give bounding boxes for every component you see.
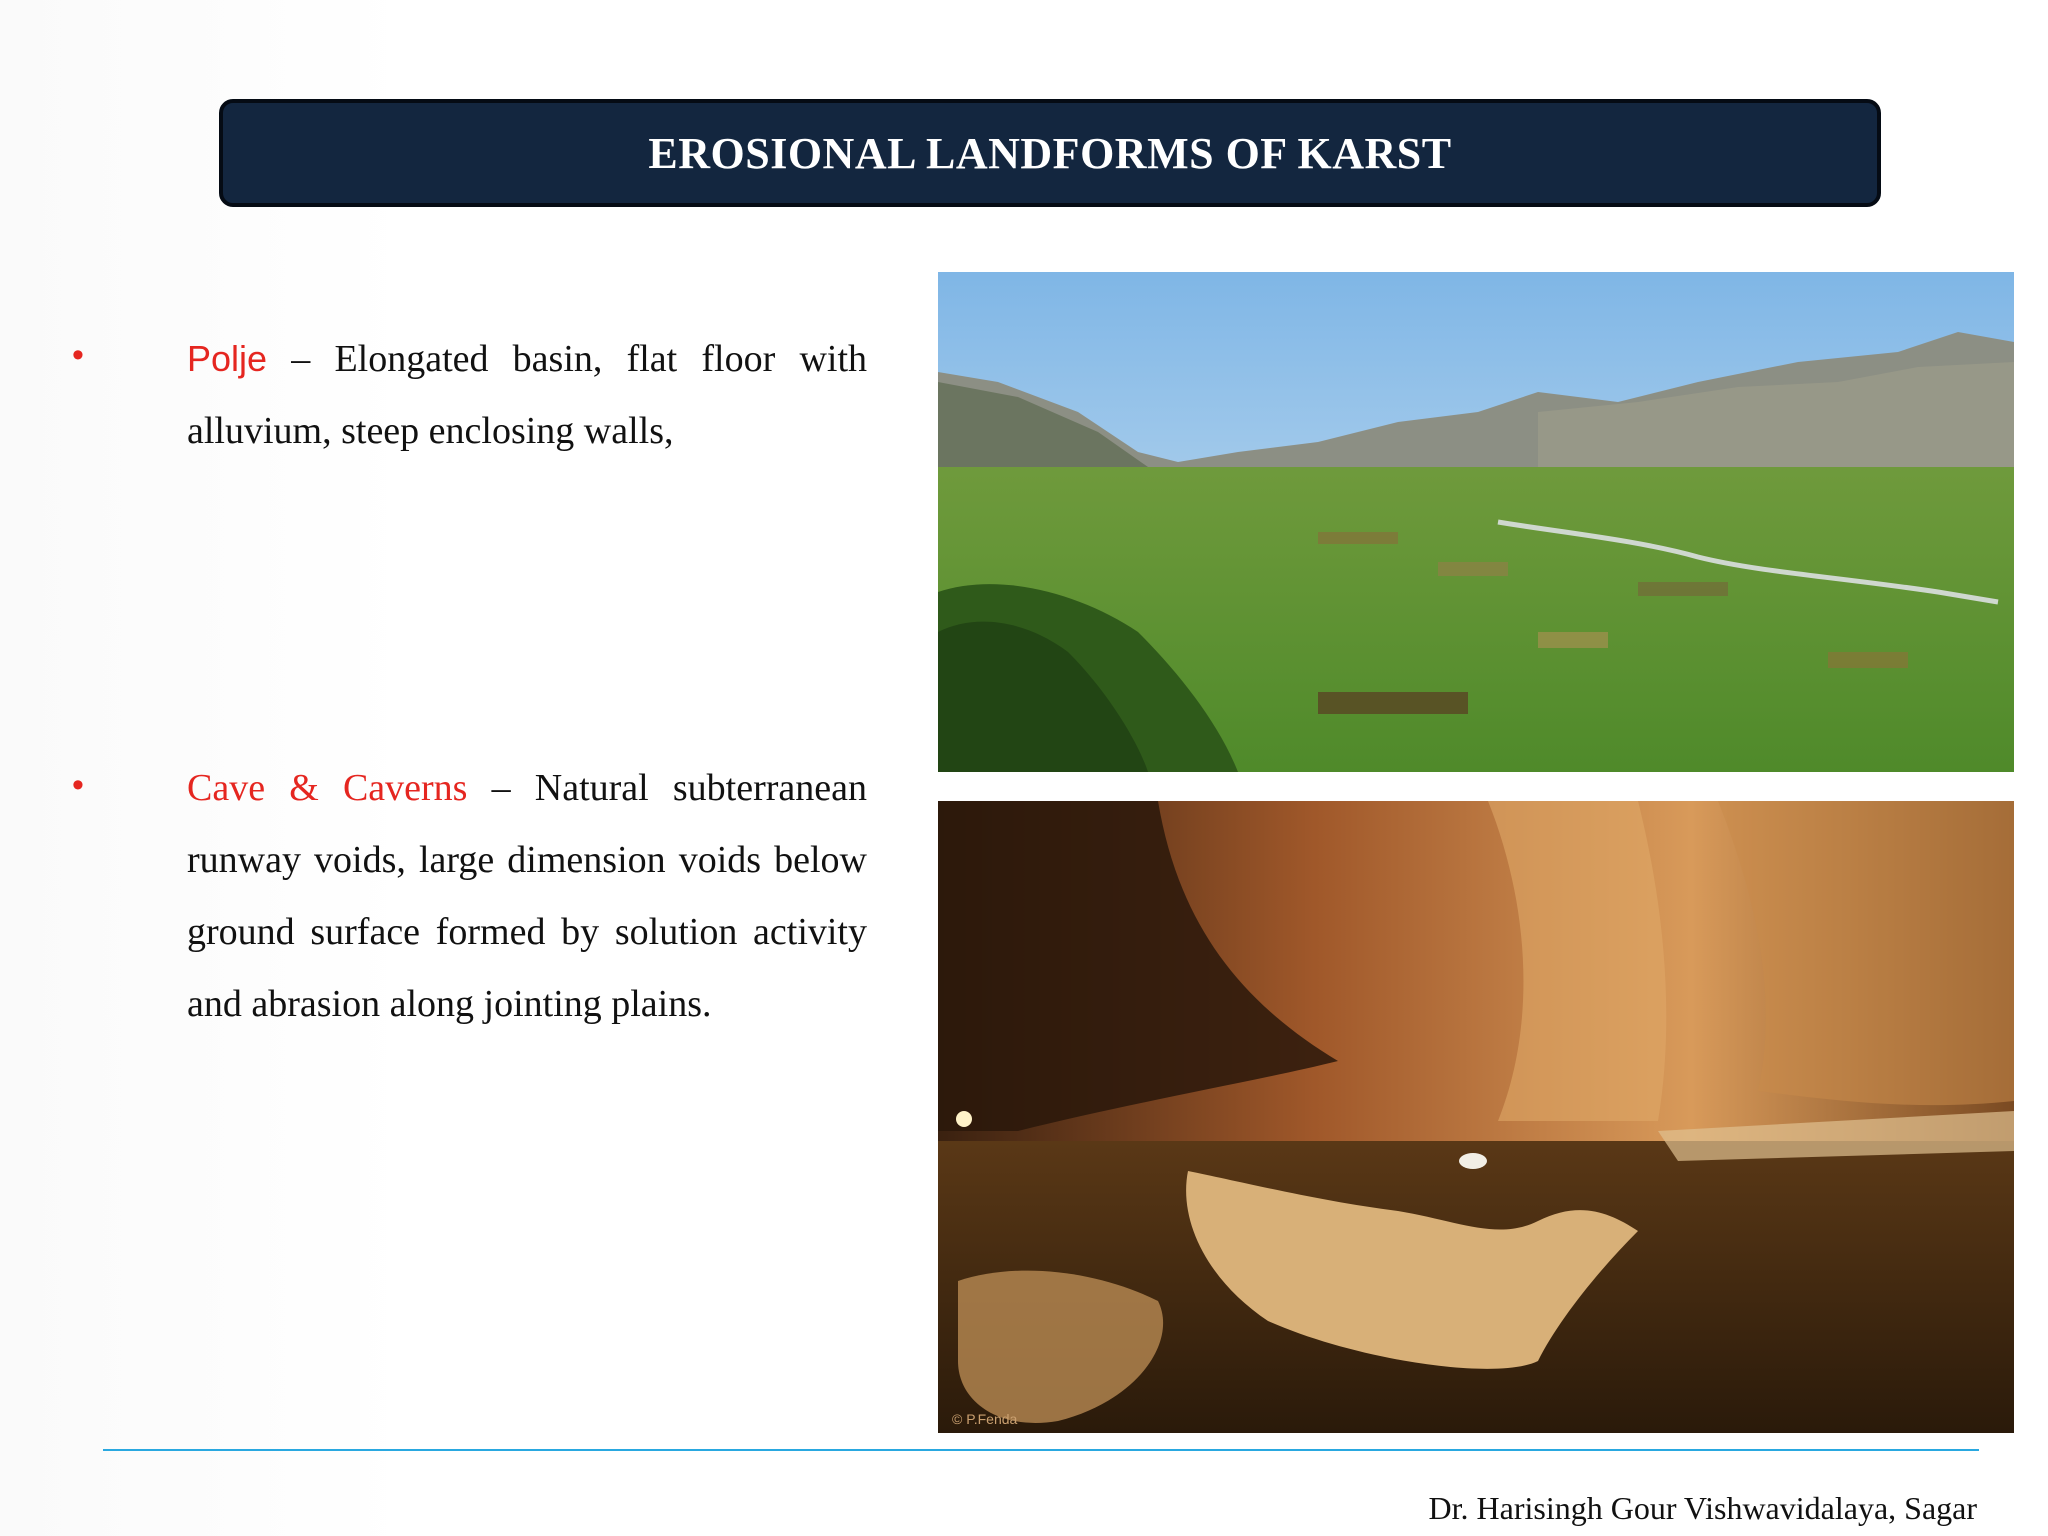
bullet-cave <box>187 752 867 1040</box>
bullet-term: Cave & Caverns <box>187 767 468 809</box>
polje-landscape-image <box>938 272 2014 772</box>
footer-divider <box>103 1449 1979 1451</box>
bullet-dash: – <box>291 338 311 380</box>
bullet-description: Natural subterranean runway voids, large dimension voids below ground surface formed by solution activity and abrasion along jointing plains. <box>187 767 867 1025</box>
bullet-marker: • <box>72 336 84 374</box>
bullet-term: Polje <box>187 338 268 379</box>
footer-institution: Dr. Harisingh Gour Vishwavidalaya, Sagar <box>1428 1490 1977 1526</box>
bullet-polje <box>187 323 867 467</box>
slide-title: EROSIONAL LANDFORMS OF KARST <box>648 128 1452 178</box>
cave-caverns-image <box>938 801 2014 1433</box>
bullet-dash: – <box>491 767 511 809</box>
photo-watermark: © P.Fenda <box>952 1411 1018 1427</box>
cave-photo <box>938 801 2014 1433</box>
bullet-description: Elongated basin, flat floor with alluvium, steep enclosing walls, <box>187 338 867 452</box>
polje-photo <box>938 272 2014 772</box>
title-banner <box>219 99 1881 207</box>
bullet-marker: • <box>72 766 84 804</box>
